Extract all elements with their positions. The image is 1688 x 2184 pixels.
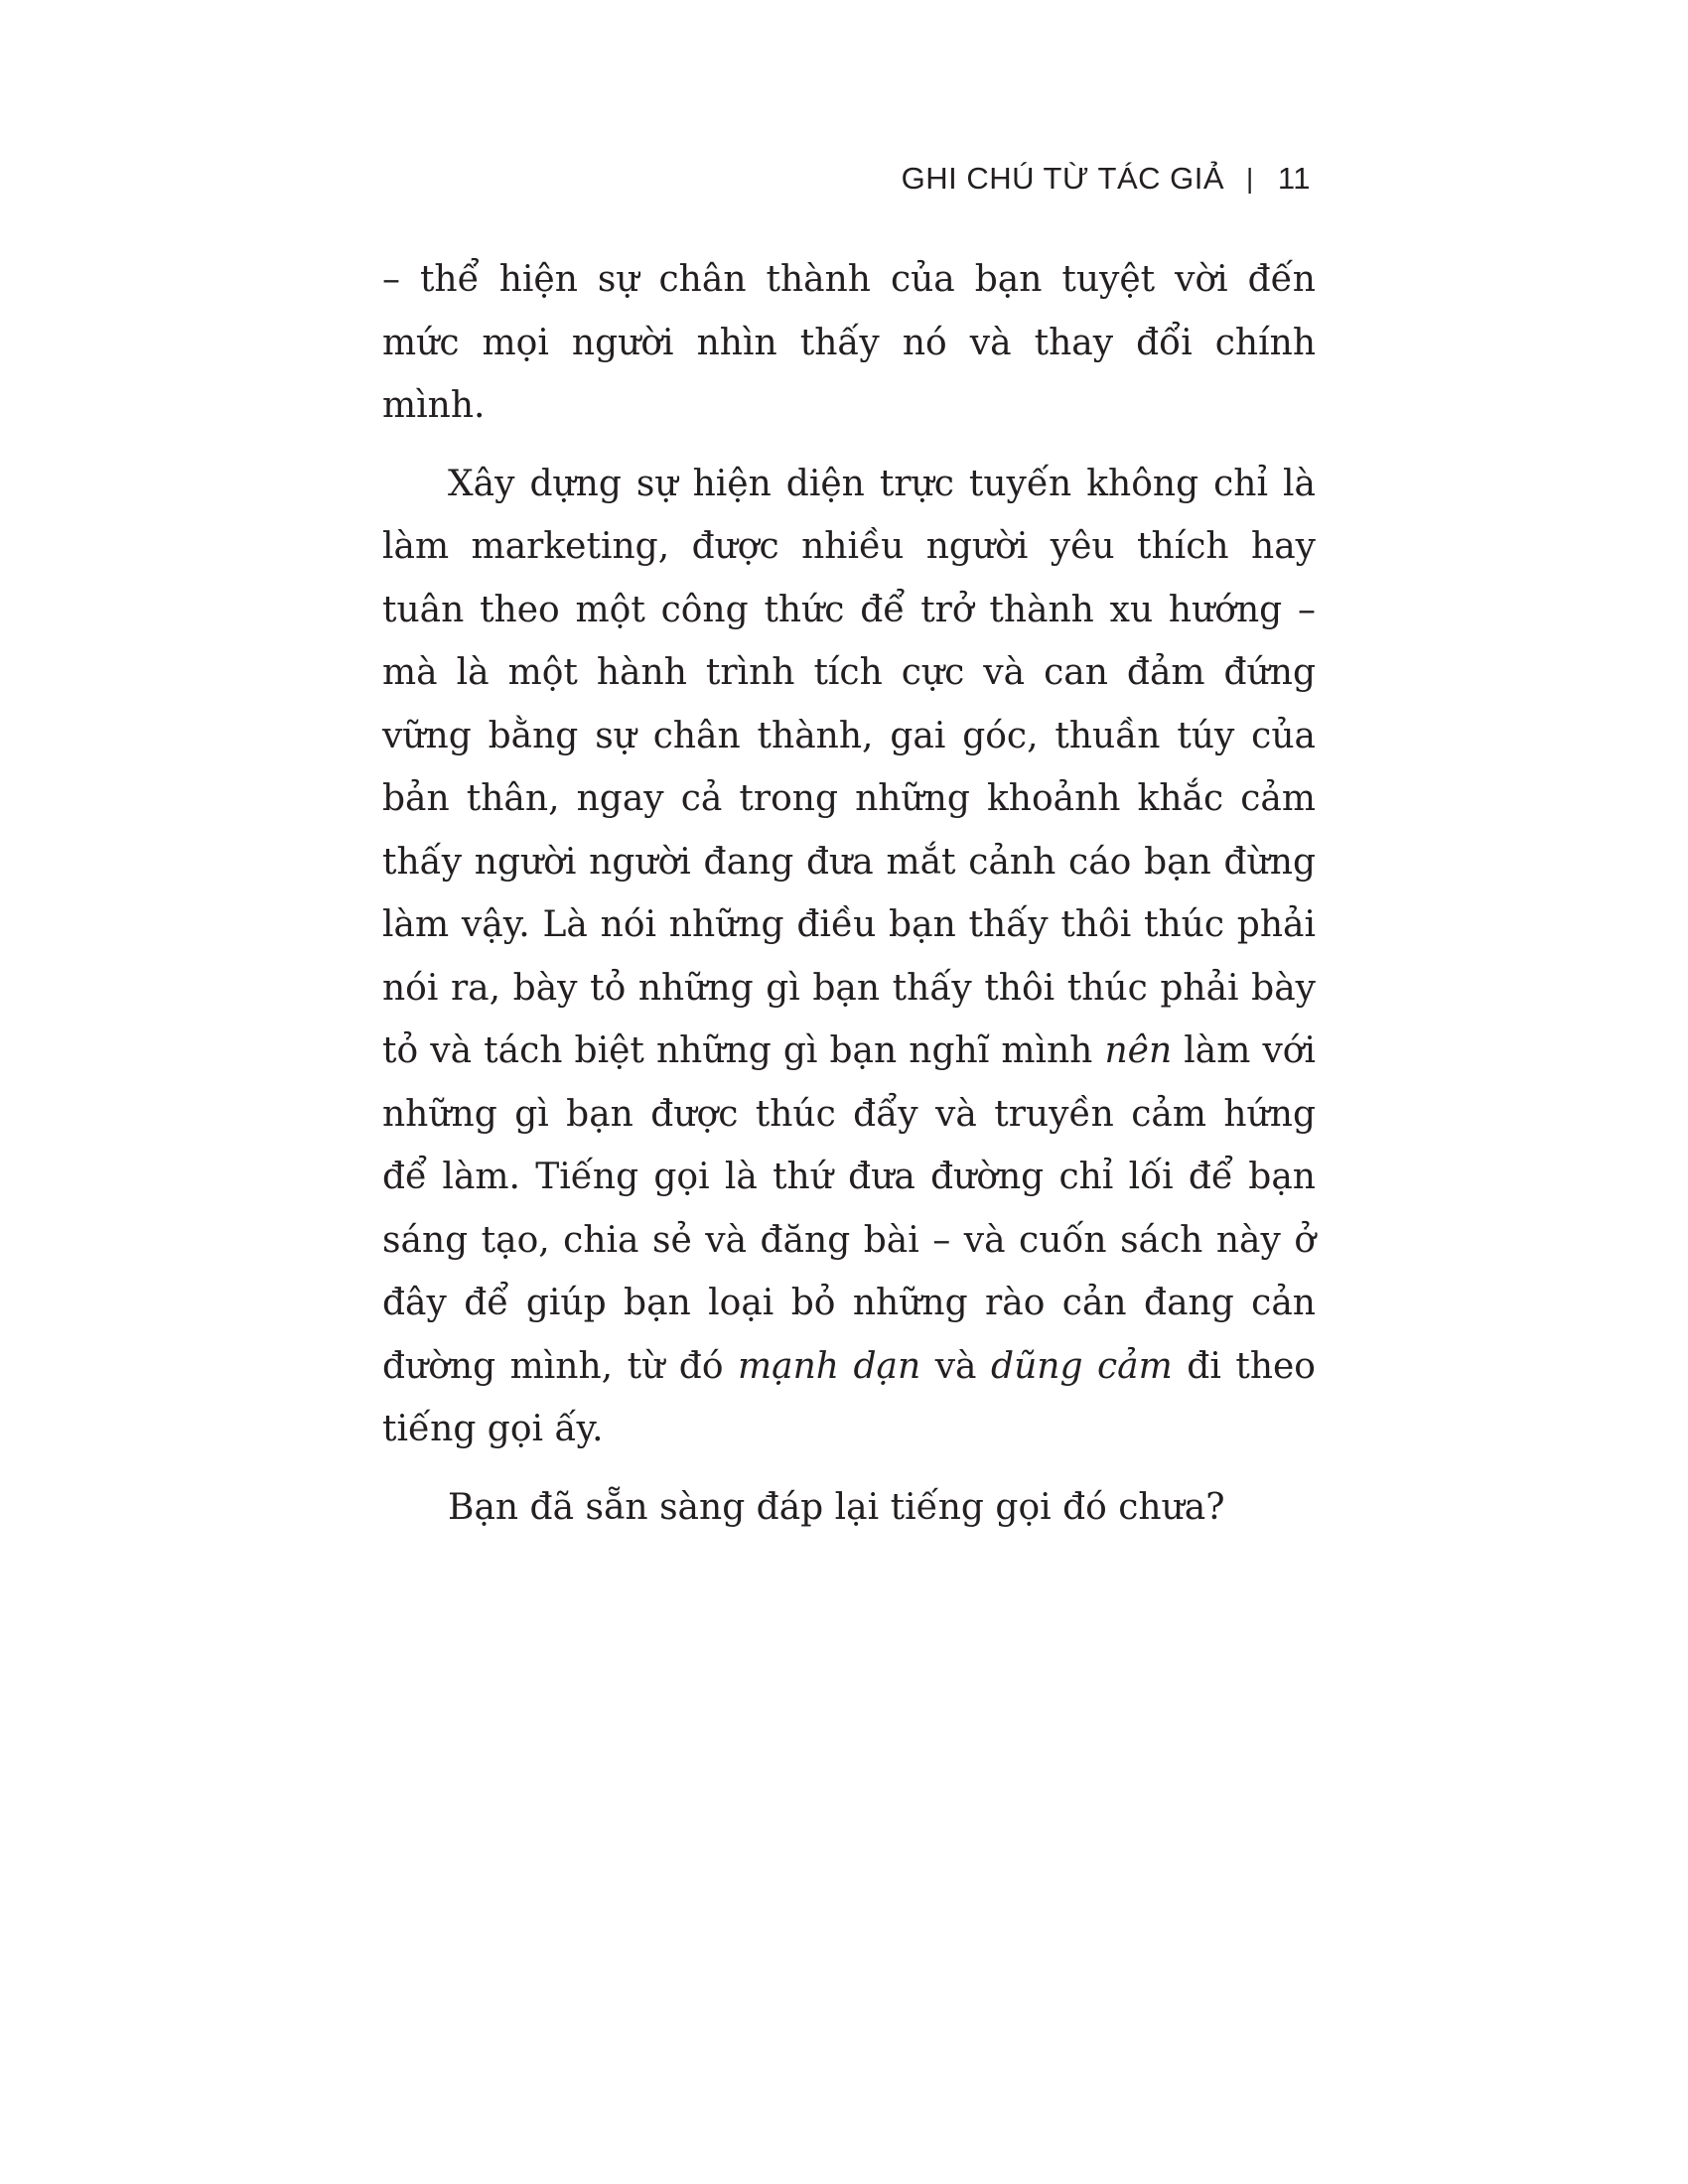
paragraph-2 <box>382 453 1316 1461</box>
body-text <box>382 248 1316 1554</box>
paragraph-2-text-1: Xây dựng sự hiện diện trực tuyến không chỉ là làm marketing, được nhiều người yêu thích hay tuân theo một công thức để trở thành xu hướng – mà là một hành trình tích cực và can đảm đứng vững bằng sự chân thành, gai góc, thuần túy của bản thân, ngay cả trong những khoảnh khắc cảm thấy người người đang đưa mắt cảnh cáo bạn đừng làm vậy. Là nói những điều bạn thấy thôi thúc phải nói ra, bày tỏ những gì bạn thấy thôi thúc phải bày tỏ và tách biệt những gì bạn nghĩ mình <box>382 463 1316 1071</box>
emphasis-nen: nên <box>1104 1030 1173 1071</box>
running-head-title: GHI CHÚ TỪ TÁC GIẢ <box>901 161 1225 196</box>
page-number: 11 <box>1277 161 1311 196</box>
emphasis-dung-cam: dũng cảm <box>991 1345 1173 1387</box>
running-head-separator: | <box>1246 163 1254 194</box>
paragraph-2-text-3: và <box>934 1345 977 1387</box>
running-head <box>902 161 1311 197</box>
paragraph-3: Bạn đã sẵn sàng đáp lại tiếng gọi đó chưa? <box>448 1486 1225 1528</box>
paragraph-1: – thể hiện sự chân thành của bạn tuyệt vời đến mức mọi người nhìn thấy nó và thay đổi chính mình. <box>382 259 1316 426</box>
paragraph-2-text-4: đi theo tiếng gọi ấy. <box>382 1345 1316 1449</box>
paragraph-2-text-2: làm với những gì bạn được thúc đẩy và truyền cảm hứng để làm. Tiếng gọi là thứ đưa đường chỉ lối để bạn sáng tạo, chia sẻ và đăng bài – và cuốn sách này ở đây để giúp bạn loại bỏ những rào cản đang cản đường mình, từ đó <box>382 1030 1316 1387</box>
emphasis-manh-dan: mạnh dạn <box>738 1345 921 1387</box>
